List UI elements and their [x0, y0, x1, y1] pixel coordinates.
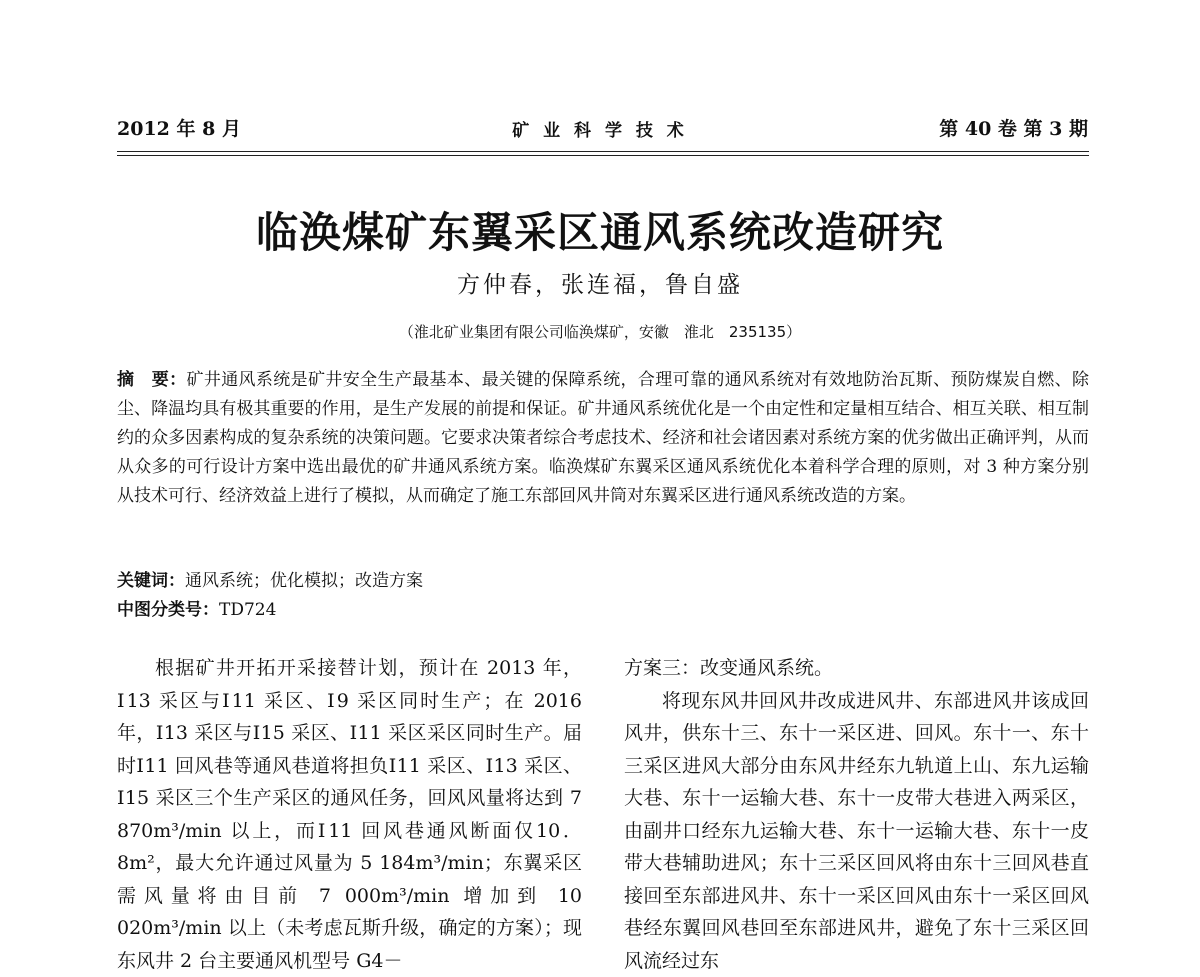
- body-right-column: [624, 652, 1089, 977]
- header-rule-thin: [117, 155, 1089, 156]
- body-paragraph: 将现东风井回风井改成进风井、东部进风井该成回风井，供东十三、东十一采区进、回风。东十一、东十三采区进风大部分由东风井经东九轨道上山、东九运输大巷、东十一运输大巷、东十一皮带大巷进入两采区，由副井口经东九运输大巷、东十一运输大巷、东十一皮带大巷辅助进风；东十三采区回风将由东十三回风巷直接回至东部进风井、东十一采区回风由东十一采区回风巷经东翼回风巷回至东部进风井，避免了东十三采区回风流经过东: [624, 685, 1089, 977]
- abstract: [117, 366, 1089, 511]
- header-date: 2012 年 8 月: [117, 114, 241, 141]
- keywords-label: 关键词：: [117, 571, 185, 591]
- abstract-label: 摘 要：: [117, 370, 186, 390]
- body-left-column: [117, 652, 582, 977]
- classification: [117, 596, 1089, 625]
- header-journal: 矿 业 科 学 技 术: [0, 116, 1200, 141]
- header-rule: [117, 151, 1089, 152]
- keywords: [117, 567, 1089, 596]
- body-paragraph: 方案三：改变通风系统。: [624, 652, 1089, 685]
- paper-title: 临涣煤矿东翼采区通风系统改造研究: [0, 200, 1200, 260]
- classification-code: TD724: [219, 600, 276, 620]
- body-paragraph: 根据矿井开拓开采接替计划，预计在 2013 年，Ⅰ13 采区与Ⅰ11 采区、Ⅰ9 采区同时生产；在 2016 年，Ⅰ13 采区与Ⅰ15 采区、Ⅰ11 采区采区同时生产。届时Ⅰ11 回风巷等通风巷道将担负Ⅰ11 采区、Ⅰ13 采区、Ⅰ15 采区三个生产采区的通风任务，回风风量将达到 7 870m³/min 以上，而Ⅰ11 回风巷通风断面仅10．8m²，最大允许通过风量为 5 184m³/min；东翼采区需风量将由目前 7 000m³/min 增加到 10 020m³/min 以上（未考虑瓦斯升级，确定的方案）；现东风井 2 台主要通风机型号 G4－: [117, 652, 582, 977]
- paper-affiliation: （淮北矿业集团有限公司临涣煤矿，安徽 淮北 235135）: [0, 321, 1200, 342]
- abstract-text: 矿井通风系统是矿井安全生产最基本、最关键的保障系统，合理可靠的通风系统对有效地防治瓦斯、预防煤炭自燃、除尘、降温均具有极其重要的作用，是生产发展的前提和保证。矿井通风系统优化是一个由定性和定量相互结合、相互关联、相互制约的众多因素构成的复杂系统的决策问题。它要求决策者综合考虑技术、经济和社会诸因素对系统方案的优劣做出正确评判，从而从众多的可行设计方案中选出最优的矿井通风系统方案。临涣煤矿东翼采区通风系统优化本着科学合理的原则，对 3 种方案分别从技术可行、经济效益上进行了模拟，从而确定了施工东部回风井筒对东翼采区进行通风系统改造的方案。: [117, 370, 1089, 506]
- paper-authors: 方仲春，张连福，鲁自盛: [0, 266, 1200, 299]
- keywords-text: 通风系统；优化模拟；改造方案: [185, 571, 423, 591]
- header-volume: 第 40 卷 第 3 期: [939, 114, 1088, 141]
- classification-label: 中图分类号：: [117, 600, 219, 620]
